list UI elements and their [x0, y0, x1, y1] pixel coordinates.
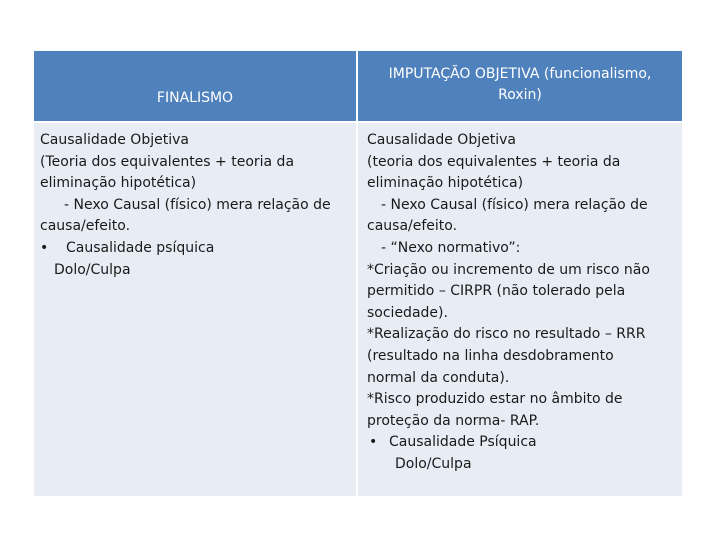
- comparison-table: [34, 51, 682, 496]
- text-line: eliminação hipotética): [40, 175, 197, 192]
- header-finalismo-label: FINALISMO: [156, 90, 234, 106]
- text-line: eliminação hipotética): [367, 175, 524, 192]
- bullet-item: [40, 238, 350, 260]
- text-line: permitido – CIRPR (não tolerado pela: [367, 283, 626, 300]
- text-line: *Criação ou incremento de um risco não: [367, 261, 650, 278]
- bullet-icon: •: [369, 434, 378, 451]
- bullet-icon: •: [40, 239, 49, 256]
- text-line: (Teoria dos equivalentes + teoria da: [40, 153, 295, 170]
- text-line: Causalidade Objetiva: [367, 132, 516, 148]
- text-line: Dolo/Culpa: [54, 261, 131, 278]
- text-line: causa/efeito.: [40, 218, 131, 235]
- text-line: causa/efeito.: [367, 218, 458, 235]
- text-line: Causalidade Psíquica: [389, 434, 537, 451]
- bullet-item: [367, 432, 676, 454]
- text-line: (teoria dos equivalentes + teoria da: [367, 153, 621, 170]
- text-line: *Realização do risco no resultado – RRR: [367, 326, 646, 343]
- text-line: - “Nexo normativo”:: [381, 239, 521, 256]
- text-line: Causalidade psíquica: [66, 239, 215, 256]
- text-line: normal da conduta).: [367, 369, 510, 386]
- text-line: (resultado na linha desdobramento: [367, 347, 614, 364]
- header-finalismo: [34, 51, 356, 121]
- text-line: - Nexo Causal (físico) mera relação de: [381, 196, 648, 213]
- cell-imputacao-objetiva: [358, 123, 682, 496]
- text-line: *Risco produzido estar no âmbito de: [367, 391, 623, 408]
- text-line: Dolo/Culpa: [395, 455, 472, 472]
- text-line: sociedade).: [367, 304, 448, 321]
- header-imputacao-objetiva: [358, 51, 682, 121]
- text-line: - Nexo Causal (físico) mera relação de: [64, 196, 331, 213]
- header-imputacao-label: IMPUTAÇÃO OBJETIVA (funcionalismo, Roxin): [388, 66, 652, 103]
- text-line: proteção da norma- RAP.: [367, 412, 540, 429]
- cell-finalismo: [34, 123, 356, 496]
- text-line: Causalidade Objetiva: [40, 132, 189, 148]
